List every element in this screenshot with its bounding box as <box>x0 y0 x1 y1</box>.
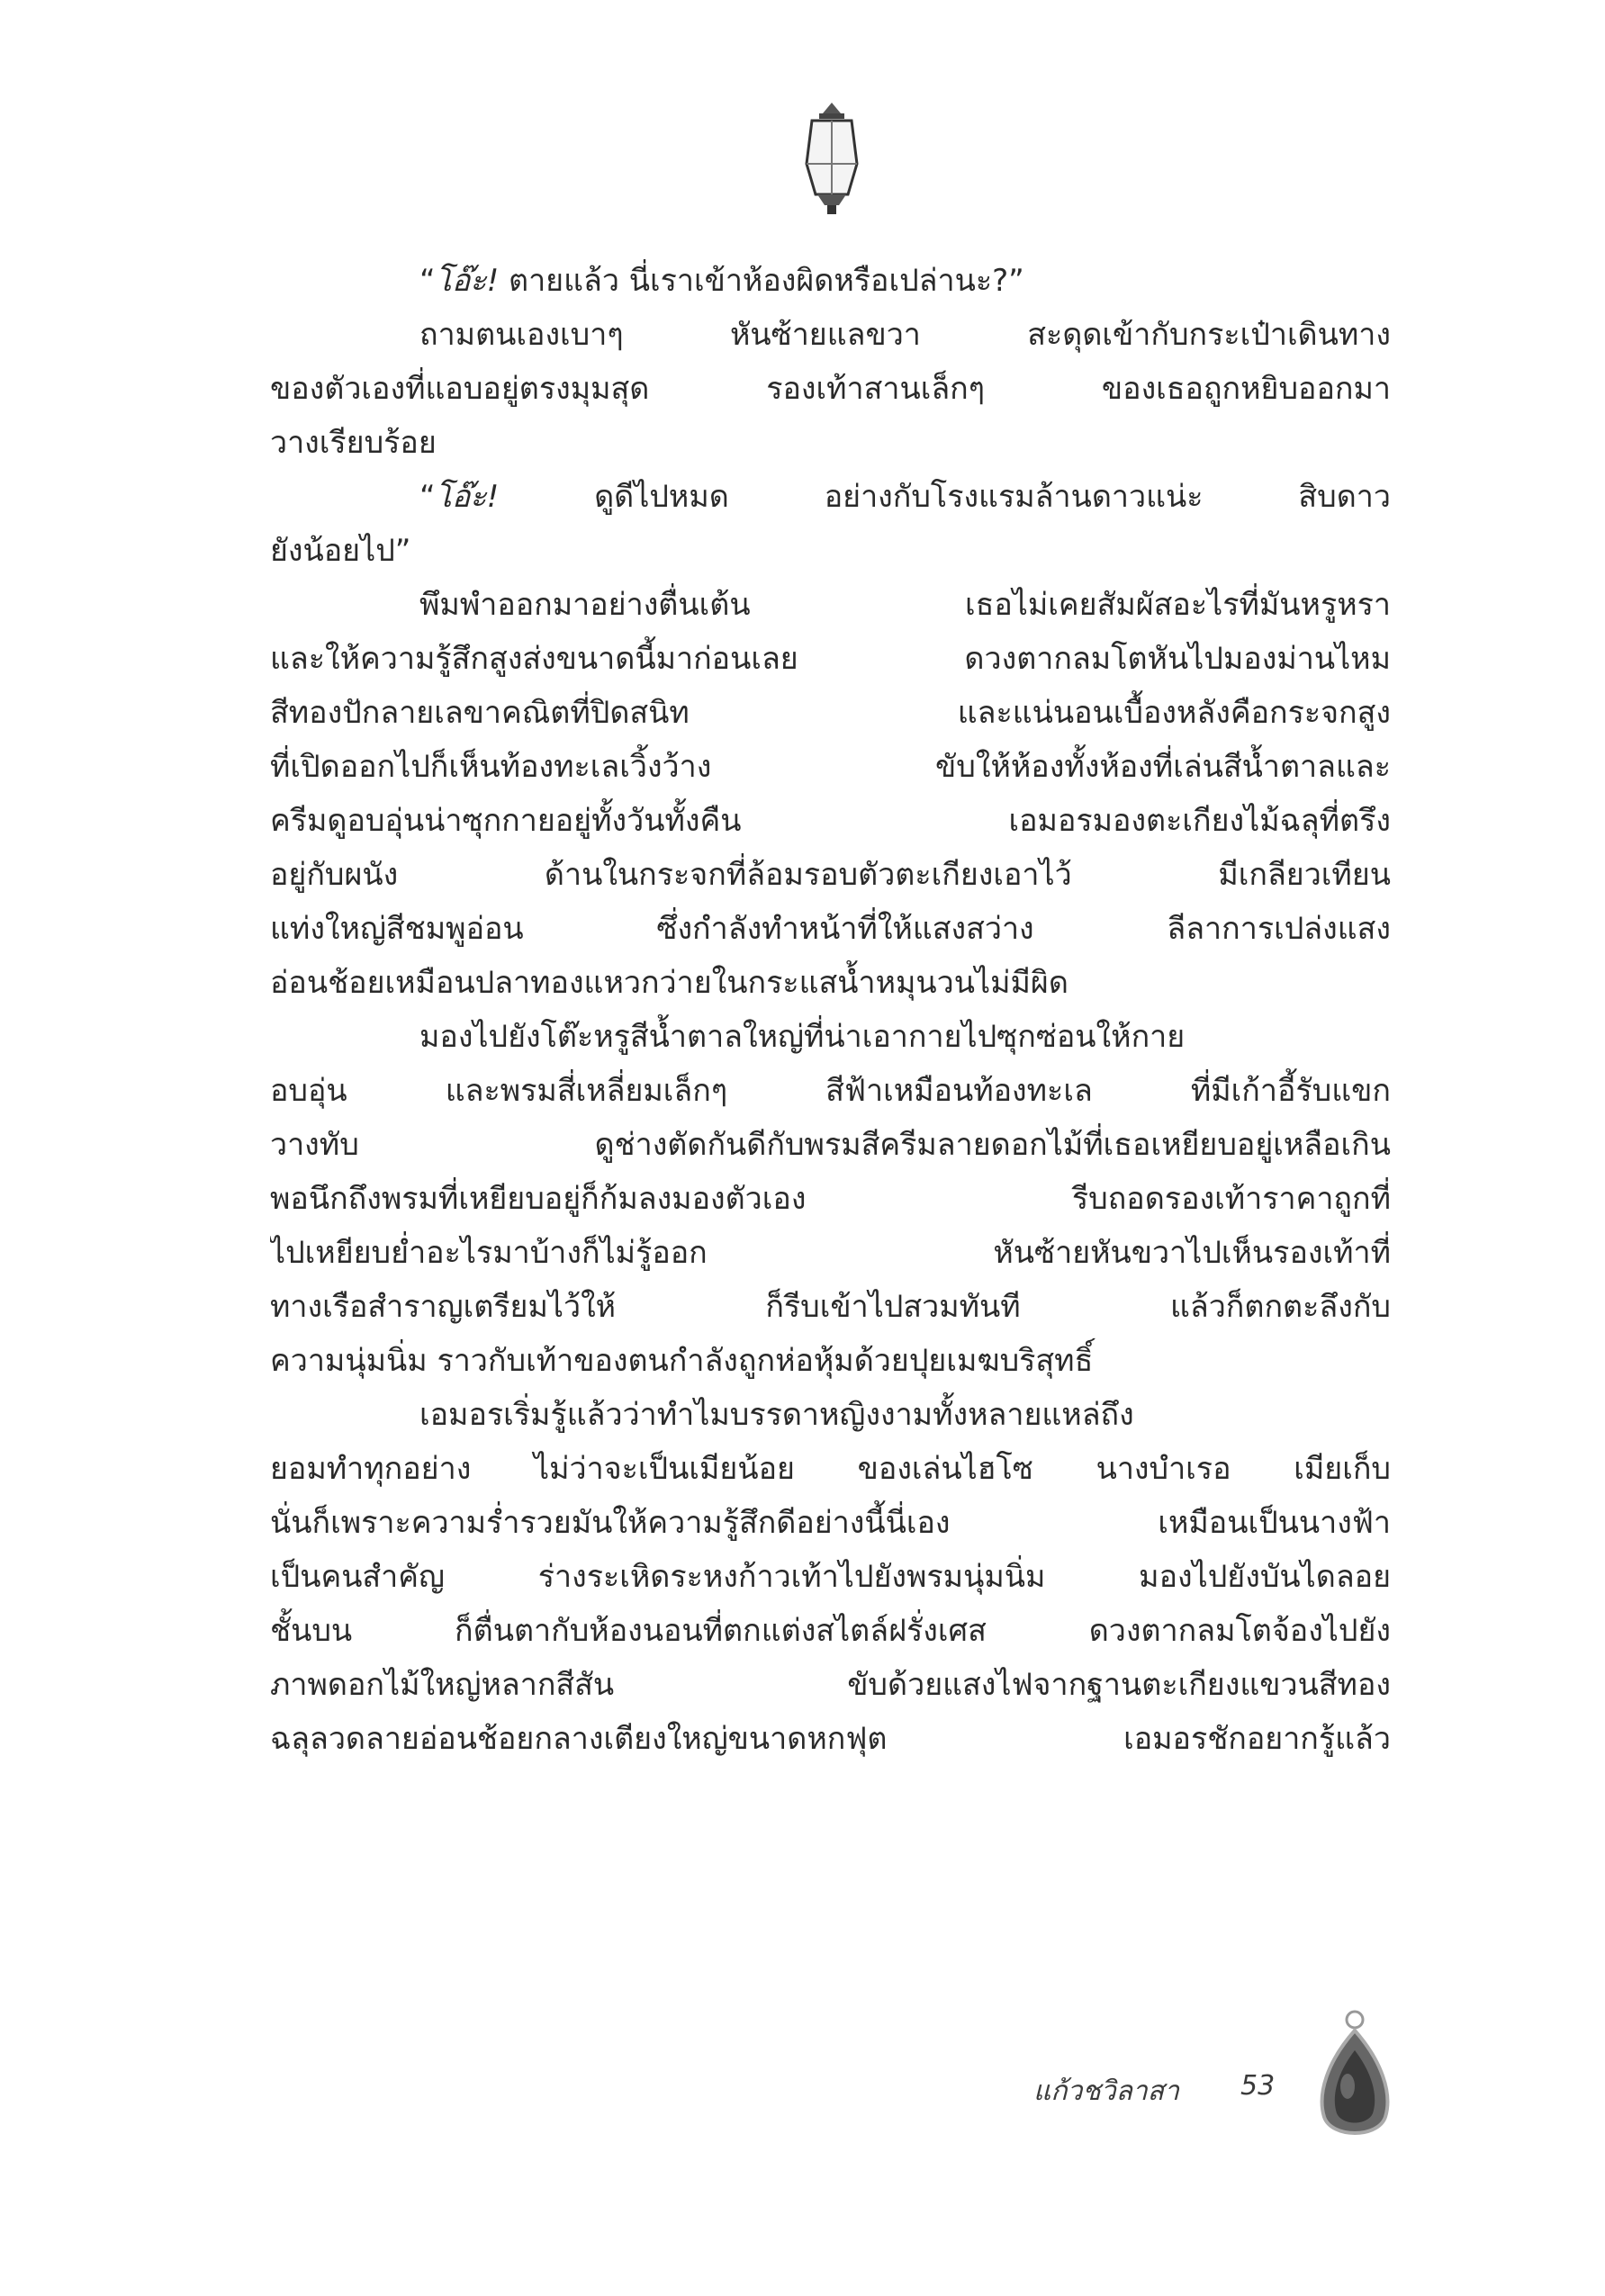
text-line: อยู่กับผนัง ด้านในกระจกที่ล้อมรอบตัวตะเกียงเอาไว้ มีเกลียวเทียน <box>270 857 1391 893</box>
text-line: เอมอรเริ่มรู้แล้วว่าทำไมบรรดาหญิงงามทั้งหลายแหล่ถึง <box>419 1397 1134 1433</box>
text-line <box>270 254 1391 308</box>
text-line: พึมพำออกมาอย่างตื่นเต้น เธอไม่เคยสัมผัสอะไรที่มันหรูหรา <box>419 587 1391 623</box>
text-line: ชั้นบน ก็ตื่นตากับห้องนอนที่ตกแต่งสไตล์ฝรั่งเศส ดวงตากลมโตจ้องไปยัง <box>270 1613 1391 1649</box>
text-line: ทางเรือสำราญเตรียมไว้ให้ ก็รีบเข้าไปสวมทันที แล้วก็ตกตะลึงกับ <box>270 1289 1391 1325</box>
footer-book-title: แก้วชวิลาสา <box>1033 2075 1179 2107</box>
body-text <box>270 254 1391 1766</box>
text-line: สีทองปักลายเลขาคณิตที่ปิดสนิท และแน่นอนเบื้องหลังคือกระจกสูง <box>270 695 1391 731</box>
text-line: วางเรียบร้อย <box>270 425 437 461</box>
page-number: 53 <box>1240 2070 1276 2102</box>
text-line: และให้ความรู้สึกสูงส่งขนาดนี้มาก่อนเลย ดวงตากลมโตหันไปมองม่านไหม <box>270 641 1391 677</box>
text-line: อบอุ่น และพรมสี่เหลี่ยมเล็กๆ สีฟ้าเหมือนท้องทะเล ที่มีเก้าอี้รับแขก <box>270 1073 1391 1109</box>
text-line: อ่อนช้อยเหมือนปลาทองแหวกว่ายในกระแสน้ำหมุนวนไม่มีผิด <box>270 965 1068 1001</box>
text-line: ยังน้อยไป” <box>270 533 411 569</box>
line-text: ตายแล้ว นี่เราเข้าห้องผิดหรือเปล่านะ?” <box>499 263 1024 299</box>
quote-open: “ <box>419 263 436 299</box>
text-line: มองไปยังโต๊ะหรูสีน้ำตาลใหญ่ที่น่าเอากายไปซุกซ่อนให้กาย <box>419 1019 1186 1055</box>
text-line <box>270 470 1391 524</box>
text-line: พอนึกถึงพรมที่เหยียบอยู่ก็ก้มลงมองตัวเอง รีบถอดรองเท้าราคาถูกที่ <box>270 1181 1391 1217</box>
text-line: ไปเหยียบย่ำอะไรมาบ้างก็ไม่รู้ออก หันซ้ายหันขวาไปเห็นรองเท้าที่ <box>270 1235 1391 1271</box>
text-line: ที่เปิดออกไปก็เห็นท้องทะเลเวิ้งว้าง ขับให้ห้องทั้งห้องที่เล่นสีน้ำตาลและ <box>270 749 1391 785</box>
exclamation: โอ๊ะ! <box>435 479 500 515</box>
text-line: แท่งใหญ่สีชมพูอ่อน ซึ่งกำลังทำหน้าที่ให้แสงสว่าง ลีลาการเปล่งแสง <box>270 911 1391 947</box>
text-line: เป็นคนสำคัญ ร่างระเหิดระหงก้าวเท้าไปยังพรมนุ่มนิ่ม มองไปยังบันไดลอย <box>270 1559 1391 1595</box>
jewel-pendant-icon <box>1310 2007 1400 2151</box>
text-line: ฉลุลวดลายอ่อนช้อยกลางเตียงใหญ่ขนาดหกฟุต เอมอรชักอยากรู้แล้ว <box>270 1721 1391 1757</box>
lantern-icon <box>799 101 864 218</box>
line-text: ดูดีไปหมด อย่างกับโรงแรมล้านดาวแน่ะ สิบดาว <box>499 479 1391 515</box>
text-line: ครีมดูอบอุ่นน่าซุกกายอยู่ทั้งวันทั้งคืน เอมอรมองตะเกียงไม้ฉลุที่ตรึง <box>270 803 1391 839</box>
text-line: นั่นก็เพราะความร่ำรวยมันให้ความรู้สึกดีอย่างนี้นี่เอง เหมือนเป็นนางฟ้า <box>270 1505 1391 1541</box>
text-line: ยอมทำทุกอย่าง ไม่ว่าจะเป็นเมียน้อย ของเล่นไฮโซ นางบำเรอ เมียเก็บ <box>270 1451 1391 1487</box>
exclamation: โอ๊ะ! <box>435 263 500 299</box>
text-line: ถามตนเองเบาๆ หันซ้ายแลขวา สะดุดเข้ากับกระเป๋าเดินทาง <box>419 317 1391 353</box>
text-line: ความนุ่มนิ่ม ราวกับเท้าของตนกำลังถูกห่อหุ้มด้วยปุยเมฆบริสุทธิ์ <box>270 1343 1094 1379</box>
text-line: ภาพดอกไม้ใหญ่หลากสีสัน ขับด้วยแสงไฟจากฐานตะเกียงแขวนสีทอง <box>270 1667 1391 1703</box>
text-line: ของตัวเองที่แอบอยู่ตรงมุมสุด รองเท้าสานเล็กๆ ของเธอถูกหยิบออกมา <box>270 371 1391 407</box>
text-line: วางทับ ดูช่างตัดกันดีกับพรมสีครีมลายดอกไม้ที่เธอเหยียบอยู่เหลือเกิน <box>270 1127 1391 1163</box>
quote-open: “ <box>419 479 436 515</box>
